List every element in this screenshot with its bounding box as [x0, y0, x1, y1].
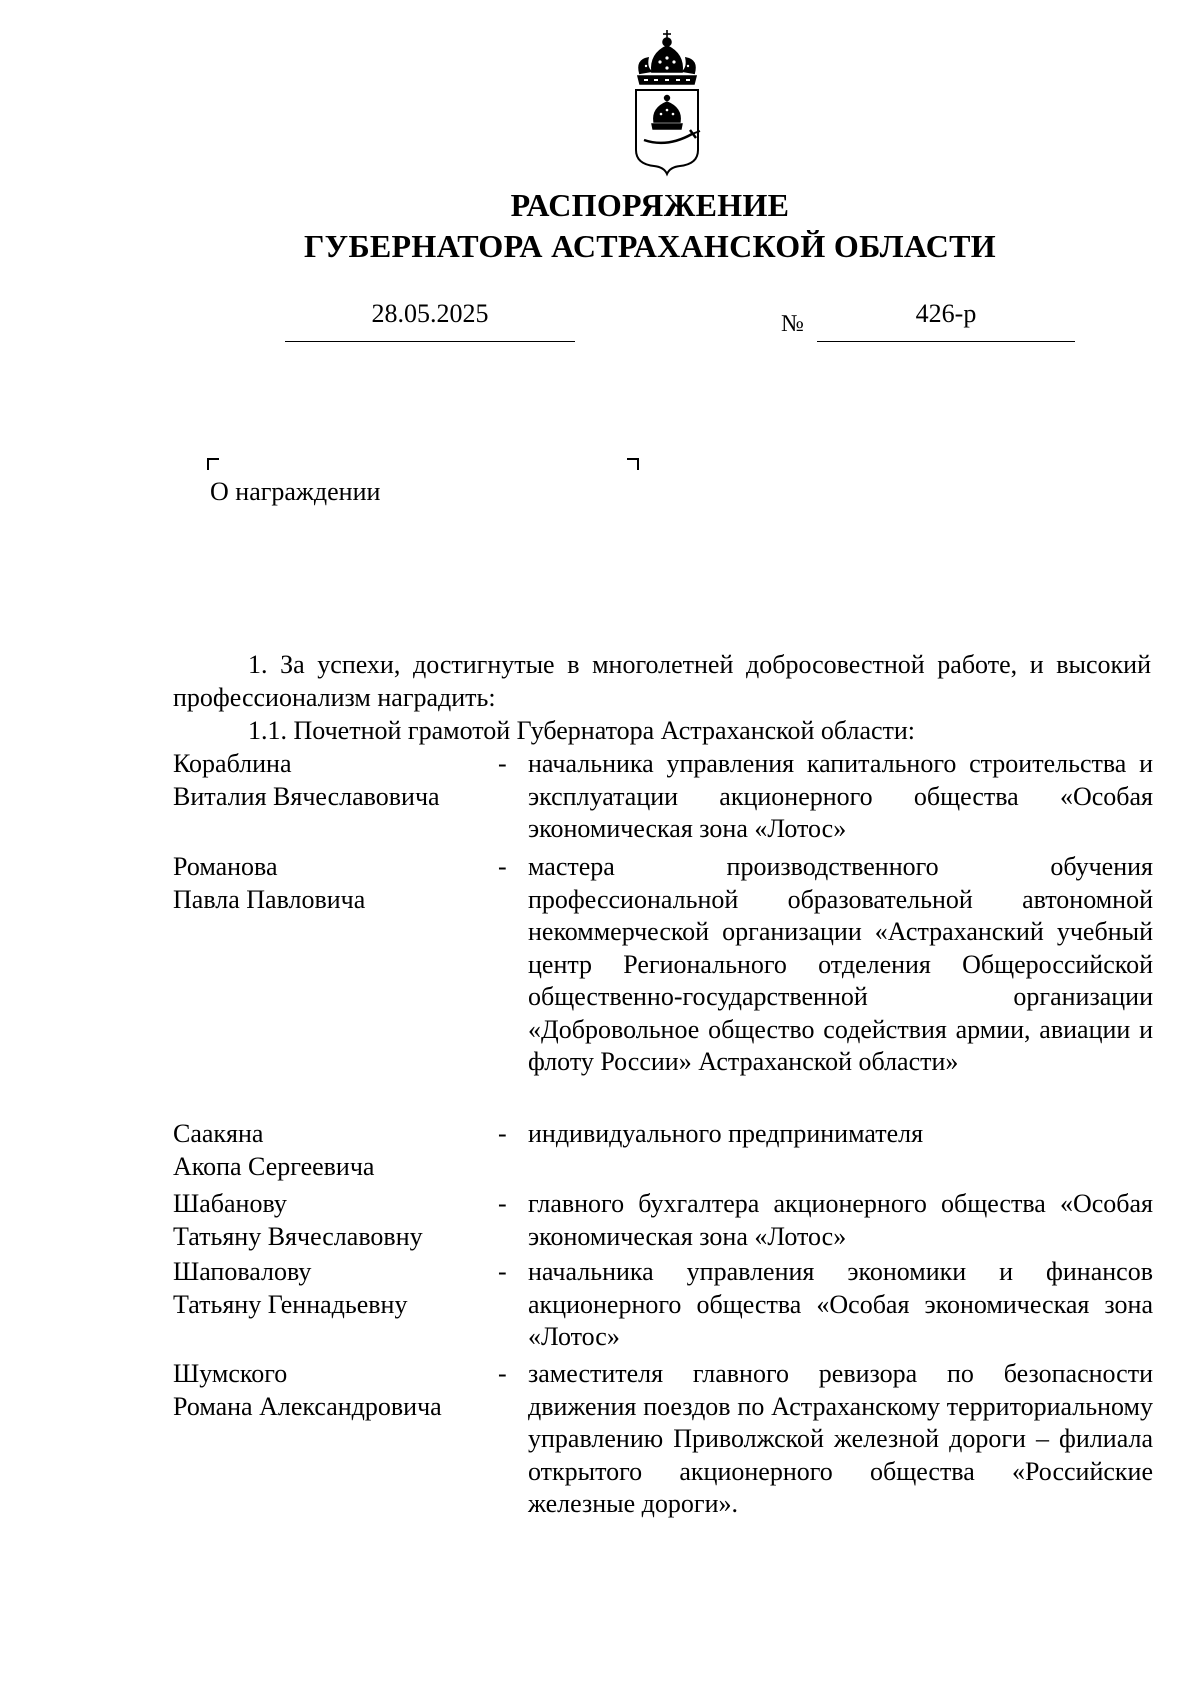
- awardee-given-names: Татьяну Вячеславовну: [173, 1221, 423, 1251]
- awardee-given-names: Романа Александровича: [173, 1391, 442, 1421]
- document-subject: О награждении: [210, 477, 381, 506]
- document-date: 28.05.2025: [371, 299, 489, 328]
- awardee-surname: Шумского: [173, 1359, 288, 1388]
- awardee-position: мастера производственного обучения профессиональной образовательной автономной некоммерческой организации «Астраханский учебный центр Регионального отделения Общероссийской общественно-государственной организации «Добровольное общество содействия армии, авиации и флоту России» Астраханской области»: [528, 852, 1153, 1076]
- coat-of-arms-icon: [622, 28, 712, 178]
- document-issuer: ГУБЕРНАТОРА АСТРАХАНСКОЙ ОБЛАСТИ: [304, 228, 996, 264]
- awardee-surname: Саакяна: [173, 1119, 264, 1148]
- awardee-position: индивидуального предпринимателя: [528, 1119, 924, 1148]
- awardee-position: главного бухгалтера акционерного общества «Особая экономическая зона «Лотос»: [528, 1189, 1153, 1251]
- awardee-dash: -: [498, 852, 507, 881]
- awardee-surname: Кораблина: [173, 749, 292, 778]
- awardee-given-names: Татьяну Геннадьевну: [173, 1289, 408, 1319]
- subject-corner-left: [207, 458, 219, 470]
- awardee-name: [173, 1188, 483, 1253]
- subject-corner-right: [627, 458, 639, 470]
- awardee-given-names: Павла Павловича: [173, 884, 366, 914]
- awardee-surname: Шабанову: [173, 1189, 287, 1218]
- awardee-dash: -: [498, 1257, 507, 1286]
- paragraph-1: 1. За успехи, достигнутые в многолетней добросовестной работе, и высокий профессионализм наградить:: [173, 650, 1151, 712]
- awardee-name: [173, 1256, 483, 1321]
- number-underline: [817, 341, 1075, 342]
- awardee-dash: -: [498, 749, 507, 778]
- awardee-surname: Шаповалову: [173, 1257, 312, 1286]
- awardee-name: [173, 748, 483, 813]
- awardee-position: начальника управления экономики и финансов акционерного общества «Особая экономическая зона «Лотос»: [528, 1257, 1153, 1351]
- number-sign: №: [781, 311, 804, 337]
- awardee-dash: -: [498, 1119, 507, 1148]
- awardee-given-names: Акопа Сергеевича: [173, 1151, 375, 1181]
- date-underline: [285, 341, 575, 342]
- awardee-surname: Романова: [173, 852, 278, 881]
- document-title: РАСПОРЯЖЕНИЕ: [510, 187, 790, 223]
- awardee-name: [173, 1118, 483, 1183]
- awardee-name: [173, 851, 483, 916]
- awardee-dash: -: [498, 1359, 507, 1388]
- awardee-dash: -: [498, 1189, 507, 1218]
- awardee-position: заместителя главного ревизора по безопасности движения поездов по Астраханскому территориальному управлению Приволжской железной дороги – филиала открытого акционерного общества «Российские железные дороги».: [528, 1359, 1153, 1518]
- document-number: 426-р: [915, 299, 977, 328]
- paragraph-1-1: 1.1. Почетной грамотой Губернатора Астраханской области:: [248, 716, 916, 745]
- awardee-name: [173, 1358, 483, 1423]
- awardee-position: начальника управления капитального строительства и эксплуатации акционерного общества «Особая экономическая зона «Лотос»: [528, 749, 1153, 843]
- awardee-given-names: Виталия Вячеславовича: [173, 781, 440, 811]
